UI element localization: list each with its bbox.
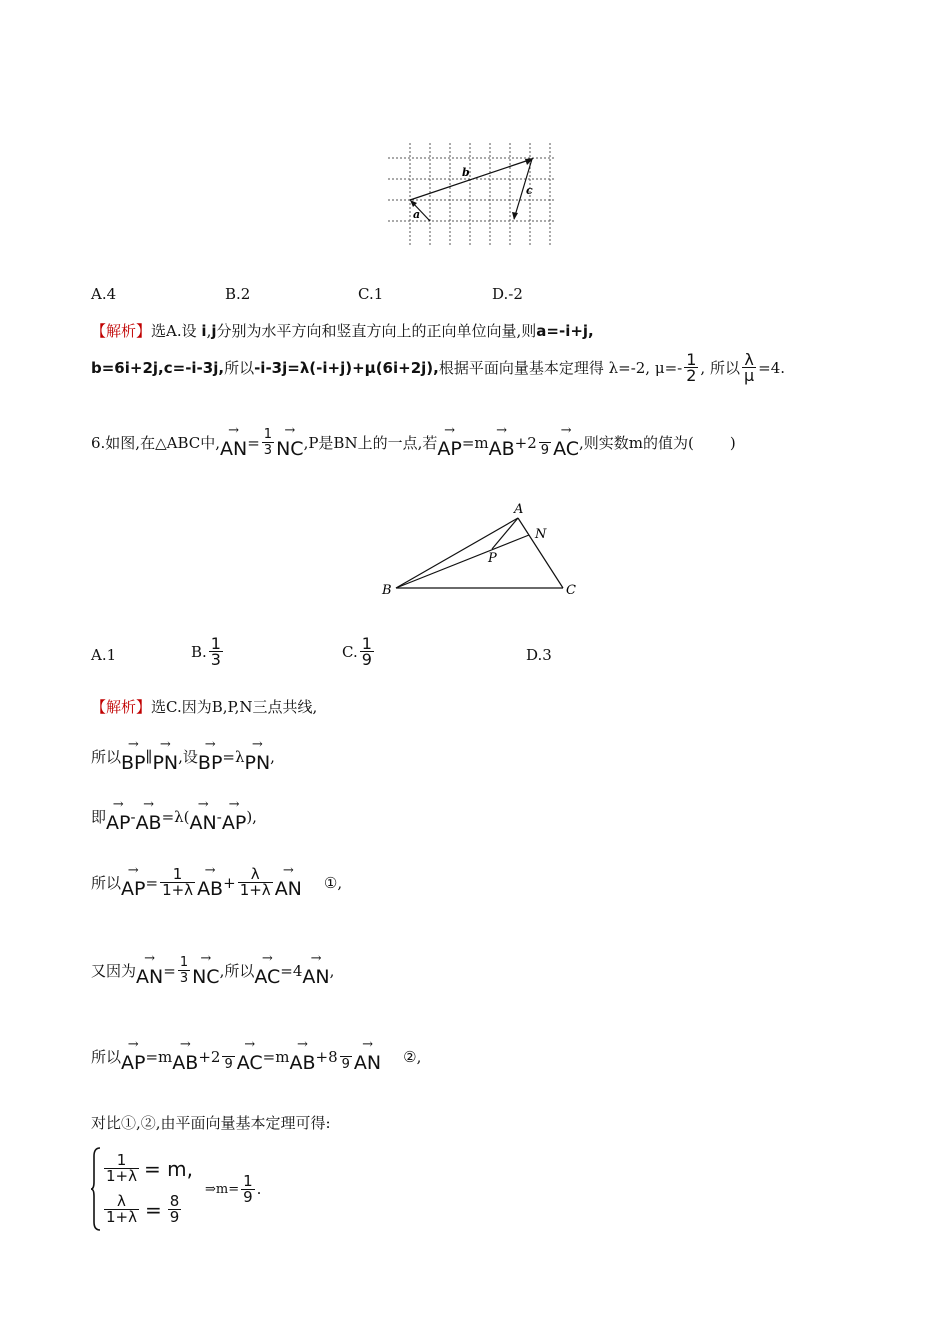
q6-solution-line1: 【解析】选C.因为B,P,N三点共线, (91, 698, 318, 716)
vector-AP: → AP (437, 423, 462, 460)
q5-option-b: B.2 (225, 285, 251, 303)
vector-a-label: a (413, 208, 421, 221)
vector-NC: → NC (276, 423, 304, 460)
q6-option-d: D.3 (526, 646, 552, 664)
q6-option-c: C. 1 9 (342, 634, 372, 669)
left-brace-icon (90, 1146, 102, 1232)
q6-solution-line5: 又因为 → AN = $\frac{1}{3}$ → NC ,所以 → AC =4 → AN , (91, 951, 335, 988)
svg-text:N: N (535, 527, 547, 542)
q5-solution-tag: 【解析】 (91, 322, 152, 340)
vector-AN: → AN (220, 423, 248, 460)
vector-c-label: c (526, 184, 533, 197)
fraction-lambda-over-mu: $\frac{\lambda}{\mu}$ (743, 350, 755, 385)
q6-option-b: B. 1 3 (191, 634, 221, 669)
q6-solution-line3: 即 → AP - → AB =λ( → AN - → AP ), (91, 797, 257, 834)
svg-text:A: A (514, 502, 524, 517)
q6-solution-line6: 所以 → AP =m → AB +2 9 → AC =m → AB +8 9 → AN ②, (91, 1037, 422, 1074)
svg-text:C: C (566, 583, 576, 598)
triangle-figure (378, 498, 588, 602)
vector-grid-figure (388, 143, 554, 245)
fraction-one-half: 1 2 (686, 350, 697, 385)
q5-option-d: D.-2 (492, 285, 523, 303)
vector-AC: → AC (553, 423, 579, 460)
q6-solution-tag: 【解析】 (91, 698, 152, 716)
q6-solution-line7: 对比①,②,由平面向量基本定理可得: (91, 1114, 331, 1132)
q5-option-c: C.1 (358, 285, 384, 303)
q6-stem: 6.如图,在△ABC中, → AN = $\frac{1}{3}$ → NC ,P是BN上的一点,若 → AP =m → AB +2 9 → AC ,则实数m的值为( ) (91, 423, 736, 460)
svg-text:B: B (382, 583, 392, 598)
equation-system: $\frac{1}{1+\lambda}$ = m, $\frac{\lambda}{1+\lambda}$ = $\frac{8}{9}$ ⇒m= $\frac{1}{9}$ . (90, 1146, 261, 1232)
vector-b-label: b (462, 166, 470, 179)
vector-AB: → AB (488, 423, 515, 460)
q6-solution-line4: 所以 → AP = $\frac{1}{1+\lambda}$ → AB + $\frac{\lambda}{1+\lambda}$ → AN ①, (91, 863, 343, 900)
q5-solution-line2: b=6i+2j,c=-i-3j, 所以 -i-3j=λ(-i+j)+μ(6i+2j), 根据平面向量基本定理得 λ=-2, μ=- 1 2 , 所以 $\frac{\lambda}{\mu}$ =4. (91, 350, 786, 385)
svg-text:P: P (488, 551, 497, 566)
q5-option-a: A.4 (91, 285, 117, 303)
q5-solution-line1: 【解析】选A.设 i,j分别为水平方向和竖直方向上的正向单位向量,则a=-i+j, (91, 322, 594, 340)
q6-option-a: A.1 (91, 646, 117, 664)
q6-solution-line2: 所以 → BP ∥ → PN ,设 → BP =λ → PN , (91, 737, 275, 774)
